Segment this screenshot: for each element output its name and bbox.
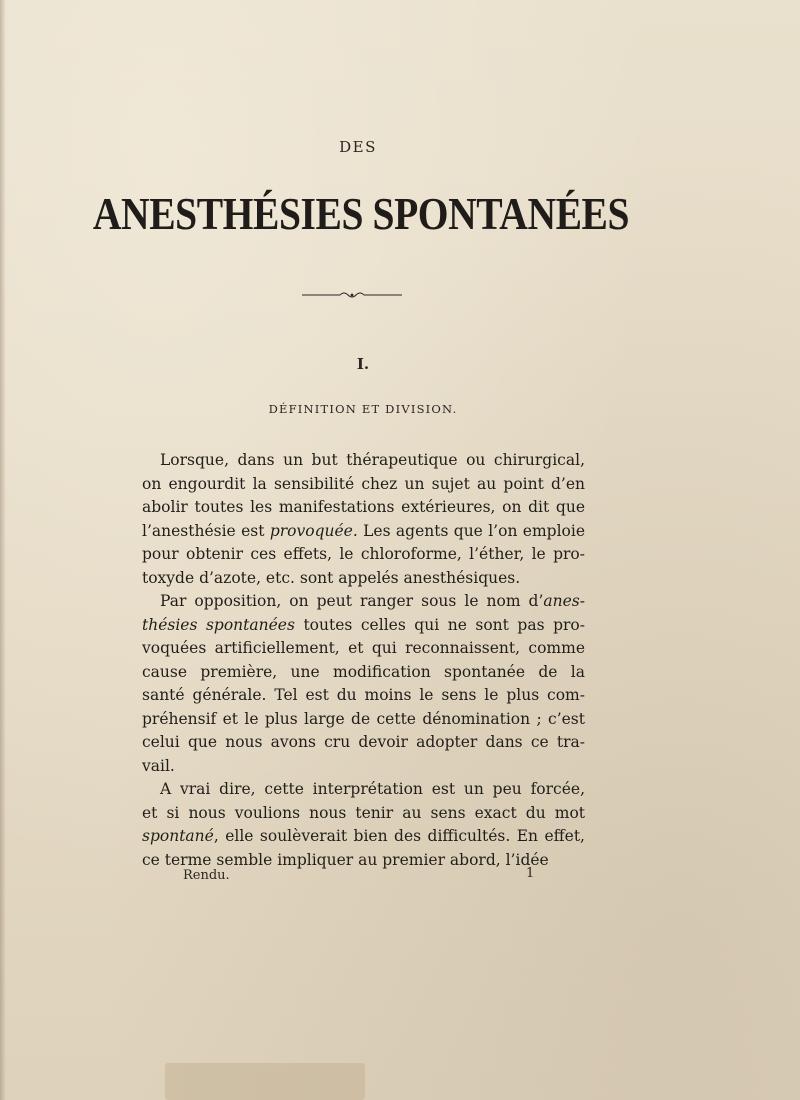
ornament-divider-icon: [302, 290, 402, 300]
title-prefix: DES: [339, 138, 377, 156]
section-number: I.: [356, 355, 370, 373]
text-segment: Les agents que l’on emploie: [357, 521, 585, 540]
text-line: A vrai dire, cette interprétation est un peu forcée,: [160, 780, 585, 798]
italic-term: anes-: [543, 592, 585, 610]
text-line: cause première, une modification spontanée de la: [142, 662, 585, 681]
text-line: on engourdit la sensibilité chez un sujet au point d’en: [142, 474, 585, 493]
text-segment: Par opposition, on peut ranger sous le nom d’: [160, 592, 544, 610]
italic-term: thésies spontanées: [142, 615, 295, 634]
paragraph: [142, 449, 585, 590]
text-segment: toutes celles qui ne sont pas pro-: [294, 615, 585, 634]
paragraph: [142, 590, 585, 778]
text-line: ce terme semble impliquer au premier abord, l’idée: [142, 850, 549, 869]
page-title: ANESTHÉSIES SPONTANÉES: [92, 188, 630, 239]
text-line: voquées artificiellement, et qui reconnaissent, comme: [142, 639, 585, 657]
text-line: [142, 614, 585, 638]
page-edge-shadow: [0, 0, 6, 1100]
text-line: toxyde d’azote, etc. sont appelés anesthésiques.: [142, 568, 521, 587]
text-line: et si nous voulions nous tenir au sens exact du mot: [142, 803, 585, 822]
text-line: abolir toutes les manifestations extérieures, on dit que: [142, 498, 585, 516]
text-segment: l’anesthésie est: [142, 521, 270, 540]
text-line: Lorsque, dans un but thérapeutique ou chirurgical,: [160, 451, 585, 469]
italic-term: spontané: [142, 827, 214, 845]
page-number: 1: [526, 866, 535, 881]
text-line: préhensif et le plus large de cette dénomination ; c’est: [142, 709, 585, 728]
text-line: santé générale. Tel est du moins le sens le plus com-: [142, 686, 585, 704]
text-line: celui que nous avons cru devoir adopter dans ce tra-: [142, 733, 585, 751]
text-line: [142, 825, 585, 849]
italic-term: provoquée.: [269, 521, 358, 540]
text-line: vail.: [142, 756, 175, 775]
paper-stain: [165, 1063, 365, 1100]
text-line: pour obtenir ces effets, le chloroforme, l’éther, le pro-: [142, 545, 585, 563]
text-line: [142, 590, 585, 614]
section-title: DÉFINITION ET DIVISION.: [268, 402, 458, 416]
text-segment: , elle soulèverait bien des difficultés. En effet,: [213, 827, 585, 845]
paragraph: [142, 778, 585, 872]
text-line: [142, 520, 585, 544]
footer-signature: Rendu.: [183, 868, 230, 883]
body-text: [142, 449, 585, 872]
